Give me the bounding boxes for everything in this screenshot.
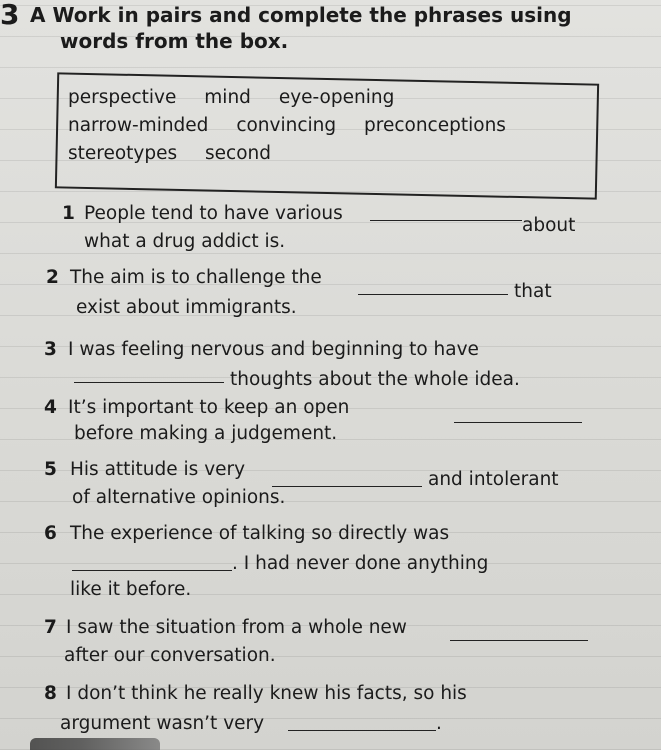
item-number: 1 [62,203,75,224]
item-number: 7 [44,617,57,638]
item-text: what a drug addict is. [84,231,286,252]
answer-blank[interactable] [370,220,522,221]
answer-blank[interactable] [454,422,582,423]
item-number: 4 [44,397,57,418]
item-number: 5 [44,459,57,480]
item-text: argument wasn’t very [60,713,265,734]
word-box [68,84,588,168]
instruction-line-1 [30,2,572,28]
item-number: 3 [44,339,57,360]
next-heading-fragment [30,738,160,750]
word-stereotypes: stereotypes [68,143,178,164]
item-text: of alternative opinions. [72,487,286,508]
word-convincing: convincing [236,115,337,136]
word-box-row [68,140,588,168]
word-eye-opening: eye-opening [278,87,395,108]
item-text: I saw the situation from a whole new [66,617,407,638]
answer-blank[interactable] [74,382,224,383]
word-perspective: perspective [68,87,177,108]
word-mind: mind [204,87,251,108]
item-text: that [514,281,552,302]
word-narrow-minded: narrow-minded [68,115,209,136]
item-text: . I had never done anything [232,553,489,574]
item-text: It’s important to keep an open [68,397,350,418]
item-text: after our conversation. [64,645,276,666]
answer-blank[interactable] [358,294,508,295]
item-text: The experience of talking so directly was [70,523,450,544]
item-text: . [436,713,442,734]
item-number: 6 [44,523,57,544]
item-text: I don’t think he really knew his facts, so his [66,683,467,704]
item-text: thoughts about the whole idea. [230,369,520,390]
item-text: I was feeling nervous and beginning to have [68,339,479,360]
answer-blank[interactable] [288,730,436,731]
item-text: and intolerant [428,469,559,490]
answer-blank[interactable] [450,640,588,641]
item-text: before making a judgement. [74,423,338,444]
item-text: His attitude is very [70,459,246,480]
item-number: 2 [46,267,59,288]
item-text: People tend to have various [84,203,343,224]
item-text: like it before. [70,579,192,600]
answer-blank[interactable] [72,570,232,571]
exercise-number: 3 [0,0,20,31]
item-number: 8 [44,683,57,704]
instruction-line-2: words from the box. [60,29,289,53]
word-box-row [68,84,588,112]
exercise-letter: A [30,3,46,27]
instruction-text-1: Work in pairs and complete the phrases using [52,3,572,27]
word-box-row [68,112,588,140]
answer-blank[interactable] [272,486,422,487]
item-text: exist about immigrants. [76,297,297,318]
word-preconceptions: preconceptions [364,115,506,136]
item-text: The aim is to challenge the [70,267,322,288]
word-second: second [205,143,272,164]
item-text: about [522,215,576,236]
